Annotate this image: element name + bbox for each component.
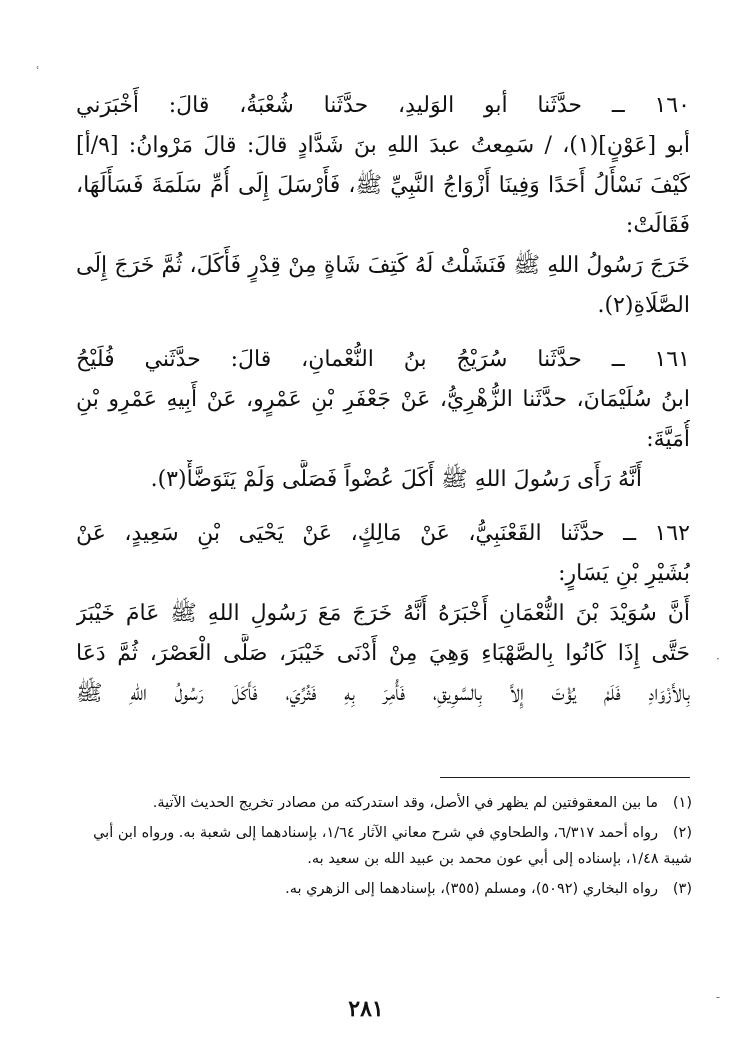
footnotes (80, 790, 692, 906)
footnote-divider (440, 777, 690, 778)
scan-mark: · (716, 652, 720, 666)
text-line: فَقَالَتْ: (625, 213, 690, 238)
main-text (76, 86, 690, 714)
matn-line: الصَّلَاةِ(٢). (597, 293, 690, 318)
text-line: ١٦٢ ــ حدَّثَنا القَعْنَبِيُّ، عَنْ مَالِكٍ، عَنْ يَحْيَى بْنِ سَعِيدٍ، عَنْ (76, 521, 690, 546)
footnote-text: رواه أحمد ٦/٣١٧، والطحاوي في شرح معاني الآثار ١/٦٤، بإسنادهما إلى شعبة به. ورواه ابن أبي شيبة ١/٤٨، بإسناده إلى أبي عون محمد بن عبيد الله بن سعيد به. (93, 825, 692, 867)
page-number: ٢٨١ (348, 996, 384, 1022)
text-line: ١٦١ ــ حدَّثَنا سُرَيْجُ بنُ النُّعْمانِ، قالَ: حدَّثَني فُلَيْحُ (76, 347, 690, 372)
text-line: ابنُ سُلَيْمَانَ، حدَّثَنا الزُّهْرِيُّ، عَنْ جَعْفَرِ بْنِ عَمْرٍو، عَنْ أَبِيهِ عَمْرِو بْنِ (76, 387, 690, 412)
footnote-number: (٢) (672, 825, 692, 841)
matn-line: خَرَجَ رَسُولُ اللهِ ﷺ فَنَشَلْتُ لَهُ كَتِفَ شَاةٍ مِنْ قِدْرٍ فَأَكَلَ، ثُمَّ خَرَجَ إِلَى (76, 253, 690, 278)
text-line: كَيْفَ نَسْأَلُ أَحَدًا وَفِينَا أَزْوَاجُ النَّبِيِّ ﷺ، فَأَرْسَلَ إِلَى أُمِّ سَلَمَةَ فَسَأَلَهَا، (76, 173, 690, 198)
text-line: بُشَيْرِ بْنِ يَسَارٍ: (558, 561, 690, 586)
matn-line: بِالأَزْوَادِ فَلَمْ يُؤْتَ إِلاَّ بِالسَّوِيقِ، فَأُمِرَ بِهِ فَثُرِّيَ، فَأَكَلَ رَسُولُ اللهِ ﷺ (76, 681, 690, 706)
text-line: أبو [عَوْنٍ](١)، / سَمِعتُ عبدَ اللهِ بنَ شَدَّادٍ قالَ: قالَ مَرْوانُ: [٩/أ] (76, 133, 690, 158)
footnote (80, 820, 692, 872)
footnote (80, 790, 692, 816)
footnote-number: (١) (672, 795, 692, 811)
hadith-160 (76, 86, 690, 326)
scan-mark: ʿ (36, 64, 40, 78)
footnote (80, 876, 692, 902)
matn-line: أَنَّهُ رَأَى رَسُولَ اللهِ ﷺ أَكَلَ عُضْواً فَصَلَّى وَلَمْ يَتَوَضَّأْ(٣). (150, 467, 642, 492)
scan-mark: - (716, 990, 721, 1004)
text-line: أُمَيَّةَ: (646, 427, 690, 452)
matn-line: حَتَّى إِذَا كَانُوا بِالصَّهْبَاءِ وَهِيَ مِنْ أَدْنَى خَيْبَرَ، صَلَّى الْعَصْرَ، ثُمَّ دَعَا (76, 641, 690, 666)
hadith-161 (76, 340, 690, 500)
footnote-text: ما بين المعقوفتين لم يظهر في الأصل، وقد استدركته من مصادر تخريج الحديث الآتية. (152, 795, 658, 811)
text-line: ١٦٠ ــ حدَّثَنا أبو الوَليدِ، حدَّثَنا شُعْبَةُ، قالَ: أَخْبَرَني (76, 93, 690, 118)
footnote-number: (٣) (672, 881, 692, 897)
hadith-162 (76, 514, 690, 714)
footnote-text: رواه البخاري (٥٠٩٢)، ومسلم (٣٥٥)، بإسنادهما إلى الزهري به. (285, 881, 658, 897)
matn-line: أَنَّ سُوَيْدَ بْنَ النُّعْمَانِ أَخْبَرَهُ أَنَّهُ خَرَجَ مَعَ رَسُولِ اللهِ ﷺ عَامَ خَيْبَرَ (76, 601, 690, 626)
